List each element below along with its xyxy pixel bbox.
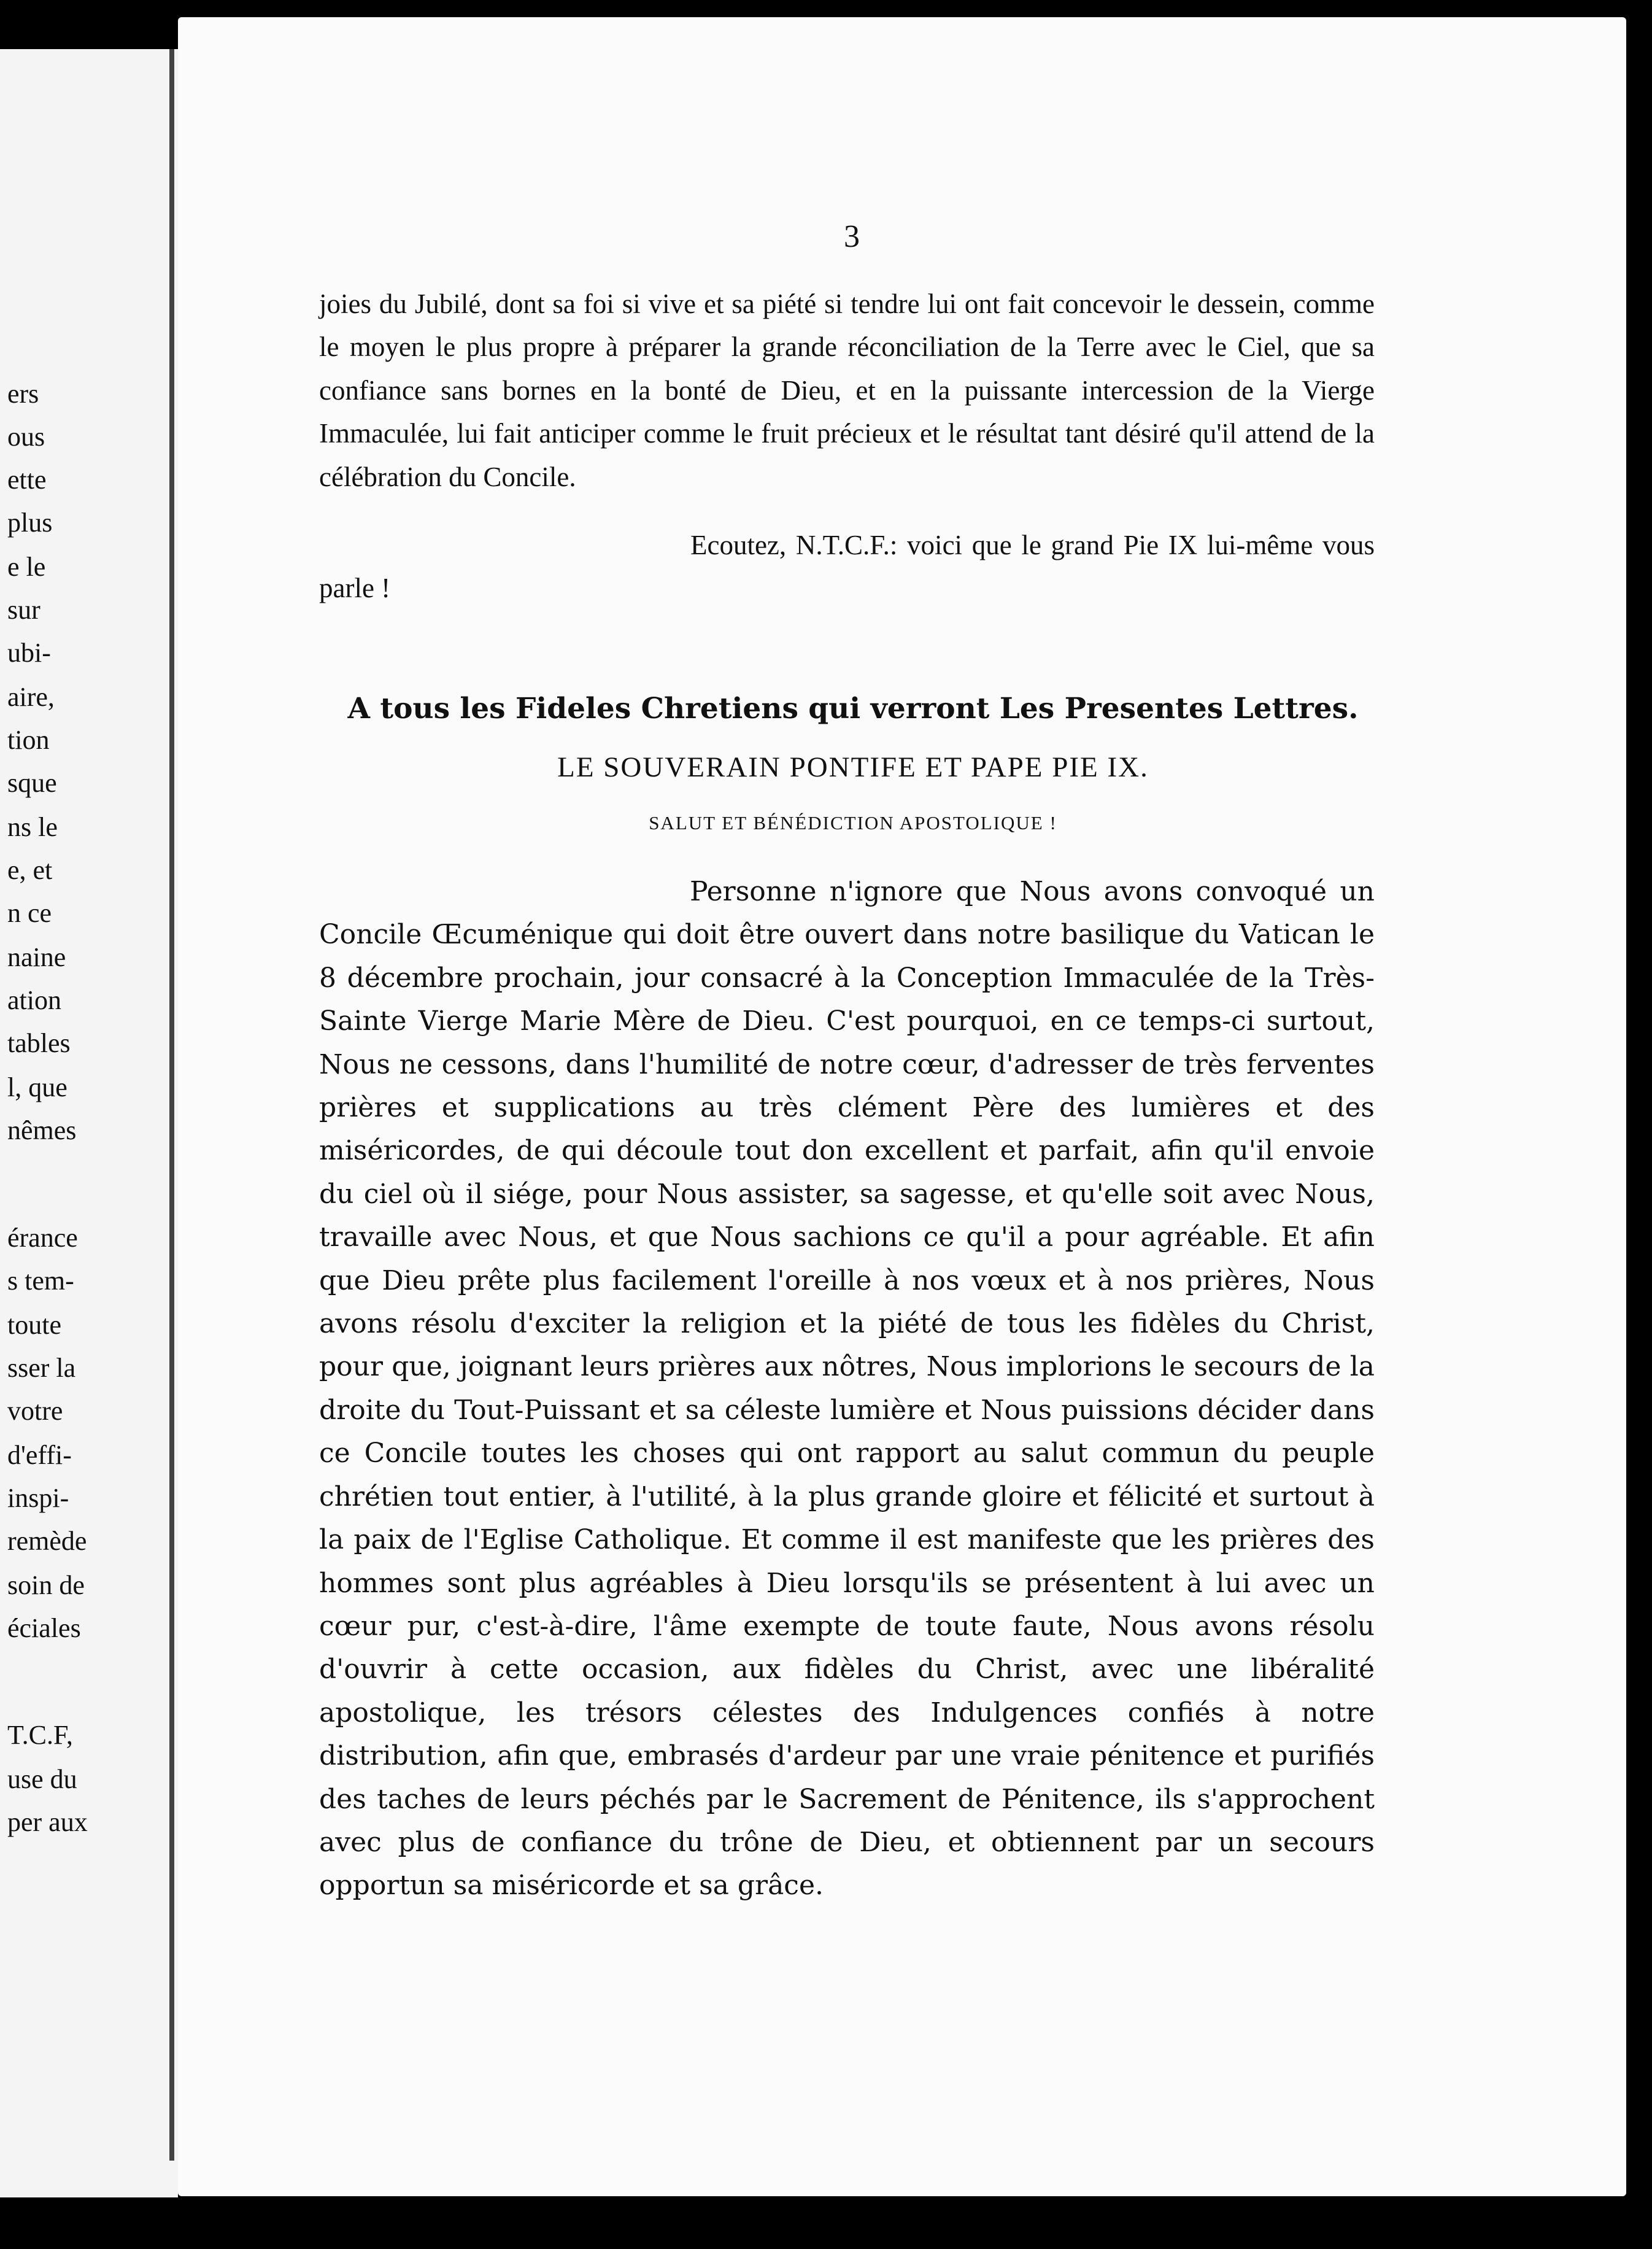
intro-paragraph-text: joies du Jubilé, dont sa foi si vive et sa piété si tendre lui ont fait concevoir le dessein, comme le moyen le plus propre à préparer la grande réconciliation de la Terre avec le Ciel, que sa confiance sans bornes en la bonté de Dieu, et en la puissante intercession de la Vierge Immaculée, lui fait anticiper comme le fruit précieux et le résultat tant désiré qu'il attend de la célébration du Concile. — [319, 288, 1375, 492]
left-page-line: per aux — [7, 1807, 88, 1837]
left-page-line: tion — [7, 725, 50, 755]
left-page-line: tables — [7, 1028, 71, 1058]
left-page-line: n ce — [7, 898, 52, 928]
left-page-line: s tem- — [7, 1266, 74, 1296]
left-page-line: sque — [7, 768, 57, 798]
left-page-line: plus — [7, 508, 53, 538]
page-gutter — [169, 49, 174, 2161]
left-page-line: sur — [7, 595, 41, 625]
left-page-line: ation — [7, 985, 61, 1015]
pontiff-heading: LE SOUVERAIN PONTIFE ET PAPE PIE IX. — [557, 751, 1149, 783]
intro-paragraph — [319, 282, 1375, 498]
ecoutez-paragraph: Ecoutez, N.T.C.F.: voici que le grand Pie IX lui-même vous parle ! — [319, 530, 1375, 603]
left-page-line: toute — [7, 1310, 61, 1340]
left-page-line: d'effi- — [7, 1440, 72, 1470]
left-page-line: remède — [7, 1526, 87, 1556]
page-number: 3 — [844, 219, 860, 254]
left-page-line: soin de — [7, 1570, 85, 1600]
left-page-line: ns le — [7, 812, 58, 842]
left-page-line: érance — [7, 1223, 78, 1253]
letter-body — [319, 870, 1375, 1908]
left-page-line: e, et — [7, 855, 53, 885]
left-page-line: inspi- — [7, 1483, 69, 1513]
left-page-line: use du — [7, 1764, 77, 1794]
left-page-line: sser la — [7, 1353, 76, 1383]
left-page-line: naine — [7, 942, 66, 972]
left-page-line: e le — [7, 552, 46, 582]
letter-address-heading: A tous les Fideles Chretiens qui verront Les Presentes Lettres. — [347, 692, 1359, 726]
left-page-fragment — [0, 49, 178, 2197]
left-page-line: votre — [7, 1396, 63, 1426]
letter-body-text: Personne n'ignore que Nous avons convoqué un Concile Œcuménique qui doit être ouvert dans notre basilique du Vatican le 8 décembre prochain, jour consacré à la Conception Immaculée de la Très-Sainte Vierge Marie Mère de Dieu. C'est pourquoi, en ce temps-ci surtout, Nous ne cessons, dans l'humilité de notre cœur, d'adresser de très ferventes prières et supplications au très clément Père des lumières et des miséricordes, de qui découle tout don excellent et parfait, afin qu'il envoie du ciel où il siége, pour Nous assister, sa sagesse, et qu'elle soit avec Nous, travaille avec Nous, et que Nous sachions ce qu'il a pour agréable. Et afin que Dieu prête plus facilement l'oreille à nos vœux et à nos prières, Nous avons résolu d'exciter la religion et la piété de tous les fidèles du Christ, pour que, joignant leurs prières aux nôtres, Nous implorions le secours de la droite du Tout-Puissant et sa céleste lumière et Nous puissions décider dans ce Concile toutes les choses qui ont rapport au salut commun du peuple chrétien tout entier, à l'utilité, à la plus grande gloire et félicité et surtout à la paix de l'Eglise Catholique. Et comme il est manifeste que les prières des hommes sont plus agréables à Dieu lorsqu'ils se présentent à lui avec un cœur pur, c'est-à-dire, l'âme exempte de toute faute, Nous avons résolu d'ouvrir à cette occasion, aux fidèles du Christ, avec une libéralité apostolique, les trésors célestes des Indulgences confiés à notre distribution, afin que, embrasés d'ardeur par une vraie pénitence et purifiés des taches de leurs péchés par le Sacrement de Pénitence, ils s'approchent avec plus de confiance du trône de Dieu, et obtiennent par un secours opportun sa miséricorde et sa grâce. — [319, 876, 1375, 1902]
left-page-line: T.C.F, — [7, 1720, 73, 1750]
left-page-line: éciales — [7, 1613, 81, 1643]
left-page-line: ous — [7, 422, 45, 452]
left-page-line: nêmes — [7, 1115, 77, 1145]
left-page-line: ers — [7, 379, 39, 409]
left-page-line: ubi- — [7, 638, 51, 668]
left-page-line: ette — [7, 465, 47, 495]
salutation-heading: SALUT ET BÉNÉDICTION APOSTOLIQUE ! — [649, 812, 1057, 834]
left-page-line: aire, — [7, 682, 55, 712]
left-page-line: l, que — [7, 1072, 68, 1102]
